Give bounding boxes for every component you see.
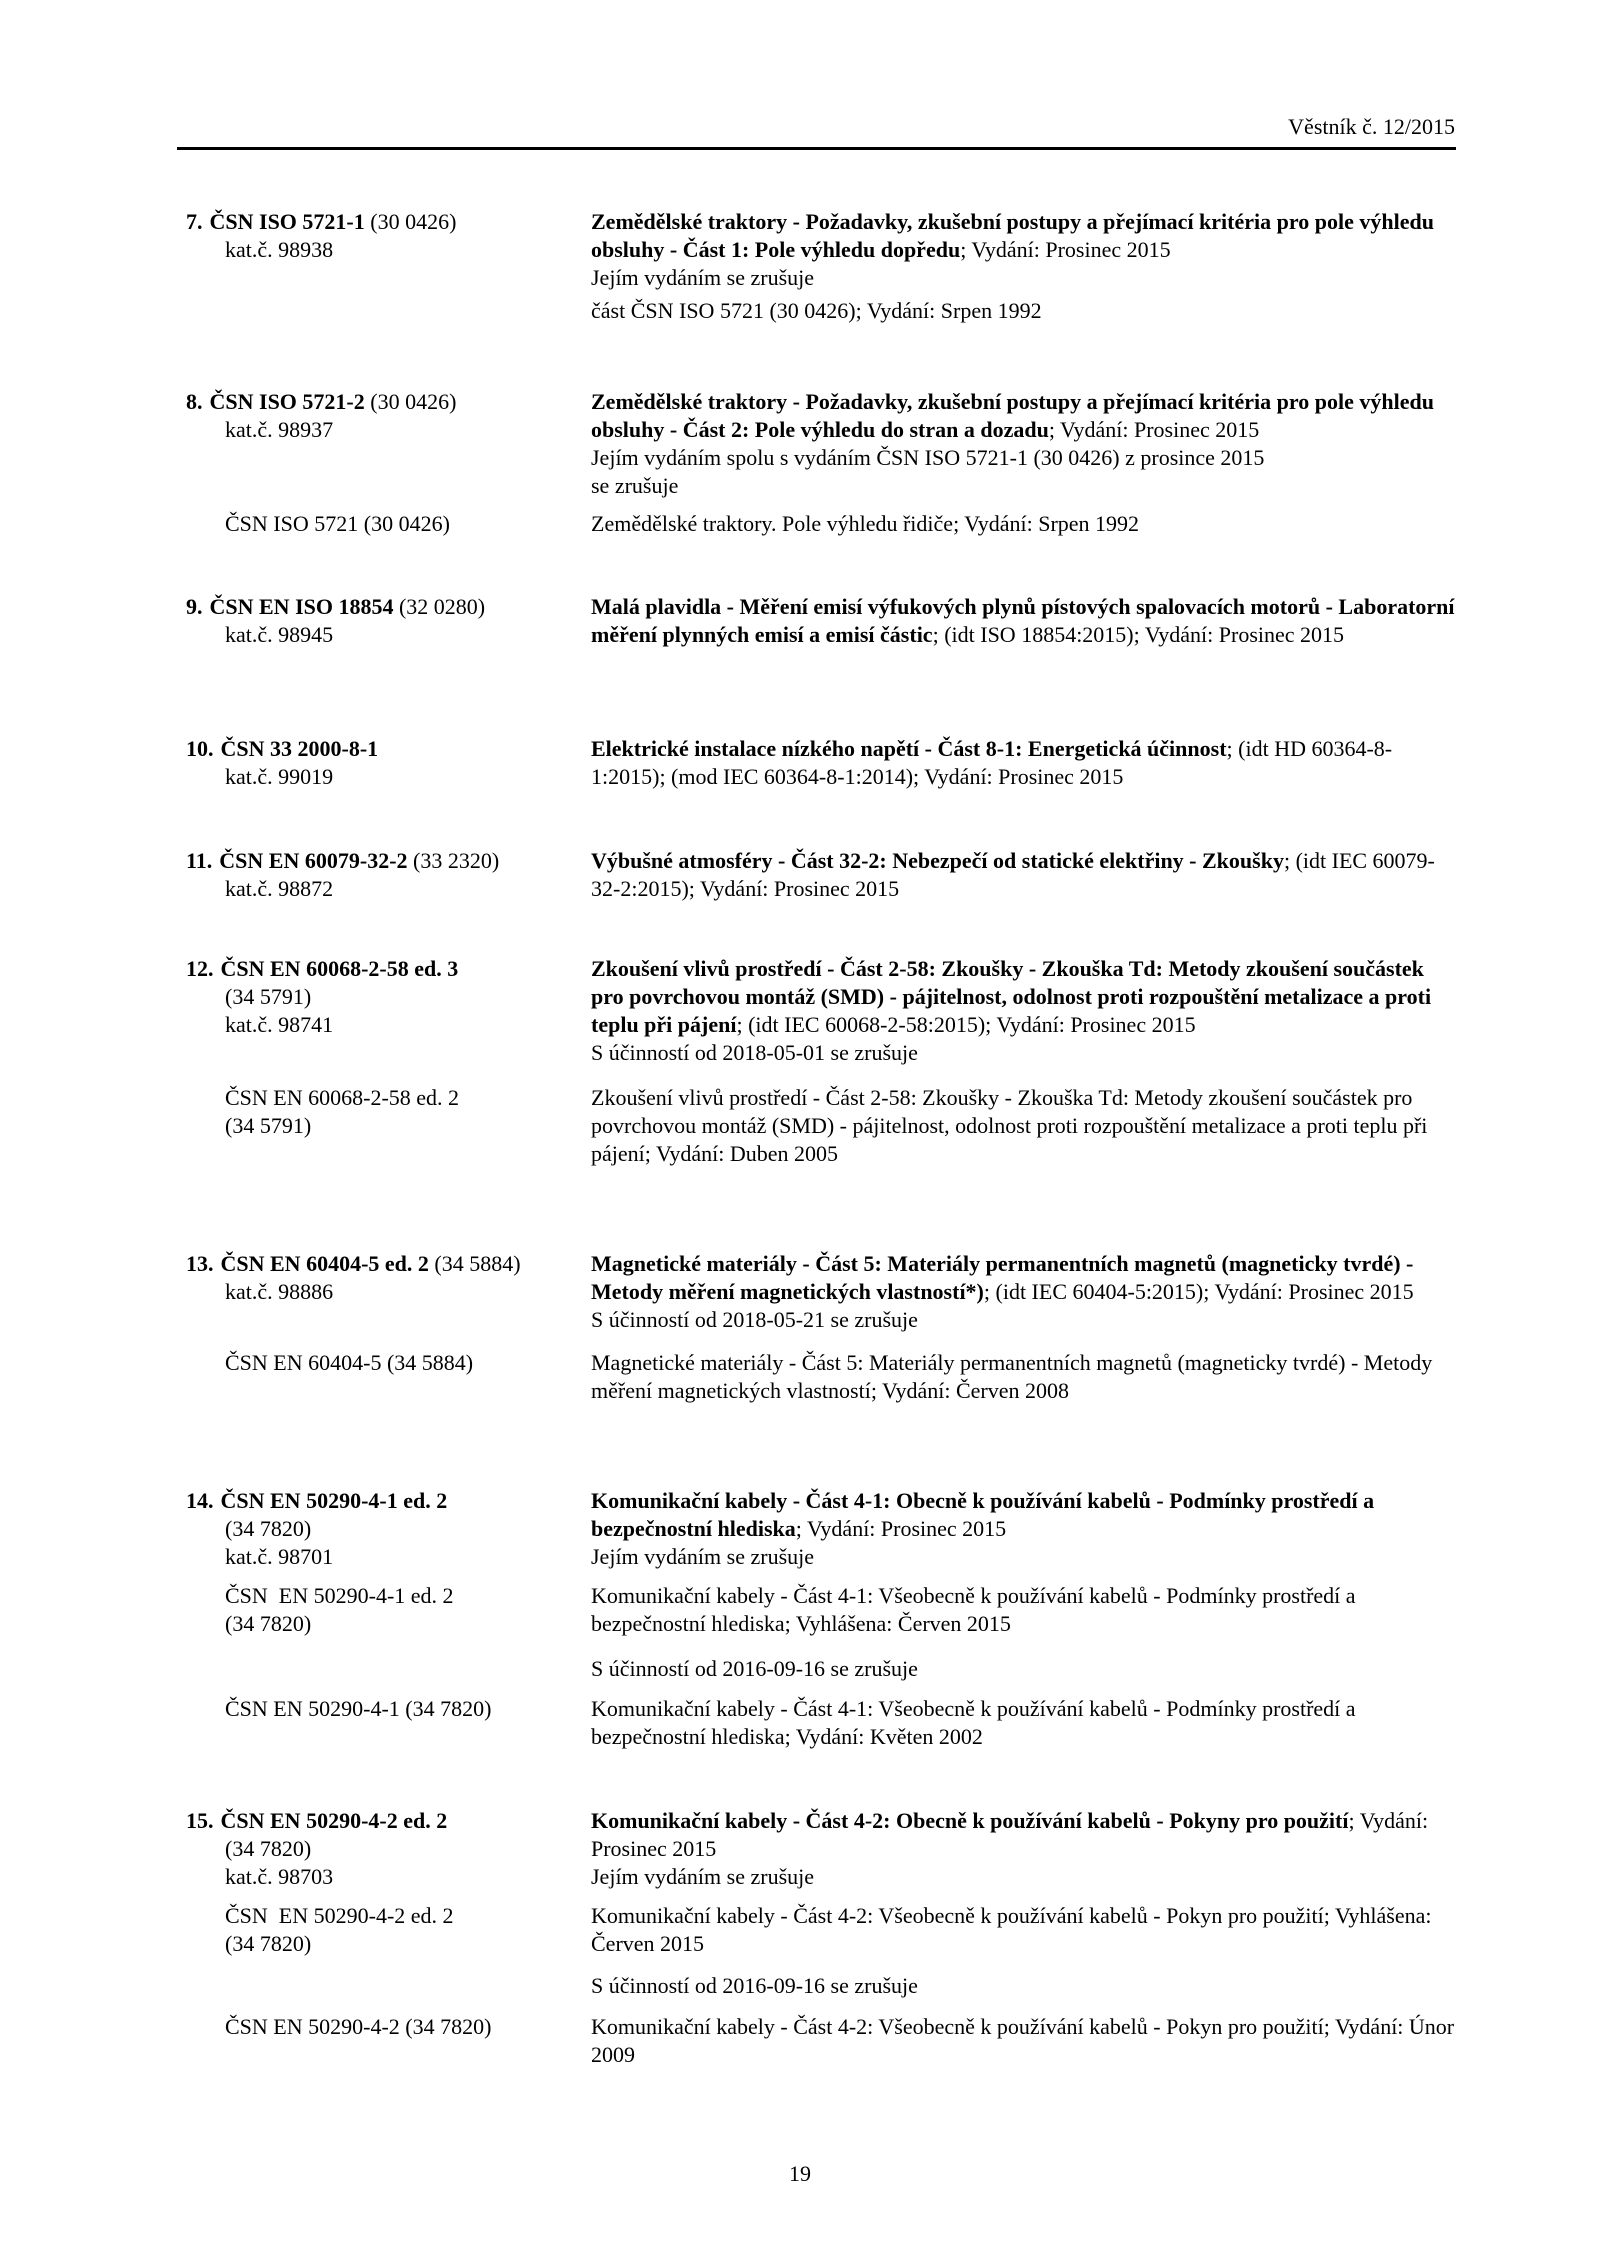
entry-left-column xyxy=(186,1902,591,1958)
entry-right-column xyxy=(591,1487,1458,1571)
title-suffix: ; (idt HD 60364-8-1:2015); (mod IEC 60364-8-1:2014); Vydání: Prosinec 2015 xyxy=(591,736,1393,789)
entry-main-row xyxy=(186,593,1458,649)
entry-right-column xyxy=(591,208,1458,292)
standard-title-para xyxy=(591,208,1458,264)
entry-number: 7. xyxy=(186,209,203,234)
title-suffix: ; Vydání: Prosinec 2015 xyxy=(960,237,1171,262)
entry-right-column xyxy=(591,388,1458,500)
replaced-standard-row xyxy=(186,1349,1458,1405)
replaced-standard-title: Komunikační kabely - Část 4-2: Všeobecně k používání kabelů - Pokyn pro použití; Vydání: Únor 2009 xyxy=(591,2014,1455,2067)
entry-number: 15. xyxy=(186,1808,214,1833)
entry xyxy=(186,955,1458,1168)
standard-title: Zemědělské traktory - Požadavky, zkušební postupy a přejímací kritéria pro pole výhledu obsluhy - Část 1: Pole výhledu dopředu xyxy=(591,209,1434,262)
entry xyxy=(186,847,1458,903)
standard-title-para xyxy=(591,955,1458,1039)
entry xyxy=(186,1807,1458,2069)
entry-left-column xyxy=(186,1695,591,1723)
title-suffix: ; (idt IEC 60079-32-2:2015); Vydání: Prosinec 2015 xyxy=(591,848,1435,901)
entry-number: 10. xyxy=(186,736,214,761)
standard-title-para xyxy=(591,388,1458,444)
class-code: (30 0426) xyxy=(364,209,457,234)
note-line: S účinností od 2018-05-21 se zrušuje xyxy=(591,1307,918,1332)
replaced-standard-code: ČSN EN 50290-4-1 (34 7820) xyxy=(225,1696,492,1721)
standard-code xyxy=(186,593,591,621)
entry-left-column xyxy=(186,1487,591,1571)
standard-title-para xyxy=(591,1807,1458,1863)
standard-code xyxy=(186,208,591,236)
title-suffix: ; (idt ISO 18854:2015); Vydání: Prosinec 2015 xyxy=(932,622,1345,647)
replaced-standard-title: Komunikační kabely - Část 4-1: Všeobecně k používání kabelů - Podmínky prostředí a bezpečnostní hlediska; Vyhlášena: Červen 2015 xyxy=(591,1583,1356,1636)
class-code: (30 0426) xyxy=(364,389,457,414)
standard-designation: ČSN EN 60079-32-2 xyxy=(219,848,408,873)
standard-title: Zkoušení vlivů prostředí - Část 2-58: Zkoušky - Zkouška Td: Metody zkoušení součástek pro povrchovou montáž (SMD) - pájitelnost, odolnost proti rozpouštění metalizace a proti teplu při pájení xyxy=(591,956,1432,1037)
standard-designation: ČSN ISO 5721-2 xyxy=(209,389,365,414)
class-code: (34 5884) xyxy=(428,1251,521,1276)
entry-left-column xyxy=(186,847,591,903)
standard-designation: ČSN ISO 5721-1 xyxy=(209,209,365,234)
entry-left-column xyxy=(186,1349,591,1377)
entry-left-column xyxy=(186,208,591,264)
entry xyxy=(186,735,1458,791)
standard-title: Zemědělské traktory - Požadavky, zkušební postupy a přejímací kritéria pro pole výhledu obsluhy - Část 2: Pole výhledu do stran a dozadu xyxy=(591,389,1434,442)
title-suffix: ; (idt IEC 60404-5:2015); Vydání: Prosinec 2015 xyxy=(983,1279,1414,1304)
entry-right-column xyxy=(591,1807,1458,1891)
replaced-standard-code: ČSN ISO 5721 (30 0426) xyxy=(225,511,450,536)
standard-code xyxy=(186,847,591,875)
entry-left-column xyxy=(186,388,591,444)
entry-left-column xyxy=(186,2013,591,2041)
catalog-number: kat.č. 98886 xyxy=(225,1279,334,1304)
class-code: (33 2320) xyxy=(407,848,500,873)
standard-title: Komunikační kabely - Část 4-1: Obecně k používání kabelů - Podmínky prostředí a bezpečnostní hlediska xyxy=(591,1488,1375,1541)
entry-main-row xyxy=(186,847,1458,903)
standard-title-para xyxy=(591,1250,1458,1306)
entry xyxy=(186,208,1458,325)
entry-number: 14. xyxy=(186,1488,214,1513)
effective-date-row xyxy=(186,1655,1458,1683)
replaced-standard-row xyxy=(186,1902,1458,1958)
entry-left-column xyxy=(186,1250,591,1306)
standard-title-para xyxy=(591,593,1458,649)
standard-title: Elektrické instalace nízkého napětí - Část 8-1: Energetická účinnost xyxy=(591,736,1227,761)
standard-code xyxy=(186,1807,591,1835)
standard-code xyxy=(186,735,591,763)
standard-title: Komunikační kabely - Část 4-2: Obecně k používání kabelů - Pokyny pro použití xyxy=(591,1808,1349,1833)
title-suffix: ; Vydání: Prosinec 2015 xyxy=(591,1808,1429,1861)
standard-designation: ČSN EN 50290-4-1 ed. 2 xyxy=(220,1488,448,1513)
catalog-number: kat.č. 98937 xyxy=(225,417,334,442)
entry-left-column xyxy=(186,1084,591,1140)
entry-number: 8. xyxy=(186,389,203,414)
replaced-standard-row xyxy=(186,510,1458,538)
title-suffix: ; Vydání: Prosinec 2015 xyxy=(1048,417,1260,442)
replaced-standard-title: Zemědělské traktory. Pole výhledu řidiče; Vydání: Srpen 1992 xyxy=(591,511,1140,536)
entry-left-column xyxy=(186,1807,591,1891)
entry-main-row xyxy=(186,208,1458,292)
catalog-number: kat.č. 99019 xyxy=(225,764,334,789)
catalog-number: kat.č. 98938 xyxy=(225,237,334,262)
replaced-standard-class-code: (34 7820) xyxy=(225,1611,312,1636)
entry-number: 12. xyxy=(186,956,214,981)
entry-right-column xyxy=(591,735,1458,791)
note-line: Jejím vydáním se zrušuje xyxy=(591,1544,815,1569)
standard-code xyxy=(186,388,591,416)
entry-left-column xyxy=(186,510,591,538)
standard-designation: ČSN EN ISO 18854 xyxy=(209,594,394,619)
effective-date-row xyxy=(186,1972,1458,2000)
replaced-standard-row xyxy=(186,1695,1458,1751)
standard-title: Výbušné atmosféry - Část 32-2: Nebezpečí od statické elektřiny - Zkoušky xyxy=(591,848,1284,873)
title-suffix: ; Vydání: Prosinec 2015 xyxy=(795,1516,1007,1541)
replaced-standard-row xyxy=(186,1084,1458,1168)
entry-right-column xyxy=(591,593,1458,649)
standard-title-para xyxy=(591,1487,1458,1543)
replaced-standard-title: část ČSN ISO 5721 (30 0426); Vydání: Srpen 1992 xyxy=(591,298,1042,323)
entry-left-column xyxy=(186,593,591,649)
catalog-number: kat.č. 98872 xyxy=(225,876,334,901)
entry-number: 11. xyxy=(186,848,213,873)
standard-designation: ČSN 33 2000-8-1 xyxy=(220,736,379,761)
entry xyxy=(186,593,1458,649)
entry xyxy=(186,388,1458,538)
class-code: (34 7820) xyxy=(225,1516,312,1541)
standard-title: Magnetické materiály - Část 5: Materiály permanentních magnetů (magneticky tvrdé) - Metody měření magnetických vlastností*) xyxy=(591,1251,1414,1304)
note-line: S účinností od 2016-09-16 se zrušuje xyxy=(591,1656,918,1681)
entry-main-row xyxy=(186,1250,1458,1334)
replaced-standard-row xyxy=(186,297,1458,325)
entry-left-column xyxy=(186,955,591,1039)
replaced-standard-title: Magnetické materiály - Část 5: Materiály permanentních magnetů (magneticky tvrdé) - Metody měření magnetických vlastností; Vydání: Červen 2008 xyxy=(591,1350,1433,1403)
note-line: S účinností od 2016-09-16 se zrušuje xyxy=(591,1973,918,1998)
standard-designation: ČSN EN 60068-2-58 ed. 3 xyxy=(220,956,459,981)
entry-right-column xyxy=(591,1250,1458,1334)
standard-title-para xyxy=(591,735,1458,791)
note-line: S účinností od 2018-05-01 se zrušuje xyxy=(591,1040,918,1065)
replaced-standard-code: ČSN EN 50290-4-2 ed. 2 xyxy=(225,1903,454,1928)
entry-number: 9. xyxy=(186,594,203,619)
replaced-standard-code: ČSN EN 50290-4-1 ed. 2 xyxy=(225,1583,454,1608)
catalog-number: kat.č. 98703 xyxy=(225,1864,334,1889)
entry xyxy=(186,1250,1458,1405)
replaced-standard-class-code: (34 5791) xyxy=(225,1113,312,1138)
entry-main-row xyxy=(186,388,1458,500)
page-number: 19 xyxy=(789,2161,811,2186)
replaced-standard-code: ČSN EN 60404-5 (34 5884) xyxy=(225,1350,474,1375)
catalog-number: kat.č. 98945 xyxy=(225,622,334,647)
entry-right-column xyxy=(591,847,1458,903)
catalog-number: kat.č. 98741 xyxy=(225,1012,334,1037)
standard-designation: ČSN EN 60404-5 ed. 2 xyxy=(220,1251,429,1276)
class-code: (34 5791) xyxy=(225,984,312,1009)
standard-code xyxy=(186,955,591,983)
note-line: Jejím vydáním se zrušuje xyxy=(591,1864,815,1889)
standard-code xyxy=(186,1250,591,1278)
standard-code xyxy=(186,1487,591,1515)
entry-number: 13. xyxy=(186,1251,214,1276)
class-code: (32 0280) xyxy=(393,594,486,619)
entry xyxy=(186,1487,1458,1751)
entry-right-column xyxy=(591,955,1458,1067)
standard-designation: ČSN EN 50290-4-2 ed. 2 xyxy=(220,1808,448,1833)
entry-main-row xyxy=(186,955,1458,1067)
entry-left-column xyxy=(186,735,591,791)
standard-title: Malá plavidla - Měření emisí výfukových plynů pístových spalovacích motorů - Laboratorní měření plynných emisí a emisí částic xyxy=(591,594,1455,647)
note-line: Jejím vydáním spolu s vydáním ČSN ISO 5721-1 (30 0426) z prosince 2015 xyxy=(591,445,1265,470)
replaced-standard-row xyxy=(186,1582,1458,1638)
replaced-standard-row xyxy=(186,2013,1458,2069)
replaced-standard-code: ČSN EN 50290-4-2 (34 7820) xyxy=(225,2014,492,2039)
entry-main-row xyxy=(186,735,1458,791)
title-suffix: ; (idt IEC 60068-2-58:2015); Vydání: Prosinec 2015 xyxy=(736,1012,1196,1037)
entry-main-row xyxy=(186,1487,1458,1571)
entry-main-row xyxy=(186,1807,1458,1891)
note-line: se zrušuje xyxy=(591,473,679,498)
header-rule xyxy=(177,147,1456,150)
replaced-standard-title: Komunikační kabely - Část 4-2: Všeobecně k používání kabelů - Pokyn pro použití; Vyhlášena: Červen 2015 xyxy=(591,1903,1432,1956)
standard-title-para xyxy=(591,847,1458,903)
note-line: Jejím vydáním se zrušuje xyxy=(591,265,815,290)
replaced-standard-class-code: (34 7820) xyxy=(225,1931,312,1956)
replaced-standard-title: Komunikační kabely - Část 4-1: Všeobecně k používání kabelů - Podmínky prostředí a bezpečnostní hlediska; Vydání: Květen 2002 xyxy=(591,1696,1356,1749)
catalog-number: kat.č. 98701 xyxy=(225,1544,334,1569)
replaced-standard-code: ČSN EN 60068-2-58 ed. 2 xyxy=(225,1085,460,1110)
entry-left-column xyxy=(186,1582,591,1638)
class-code: (34 7820) xyxy=(225,1836,312,1861)
masthead: Věstník č. 12/2015 xyxy=(1288,114,1455,139)
replaced-standard-title: Zkoušení vlivů prostředí - Část 2-58: Zkoušky - Zkouška Td: Metody zkoušení součástek pro povrchovou montáž (SMD) - pájitelnost, odolnost proti rozpouštění metalizace a proti teplu při pájení; Vydání: Duben 2005 xyxy=(591,1085,1428,1166)
